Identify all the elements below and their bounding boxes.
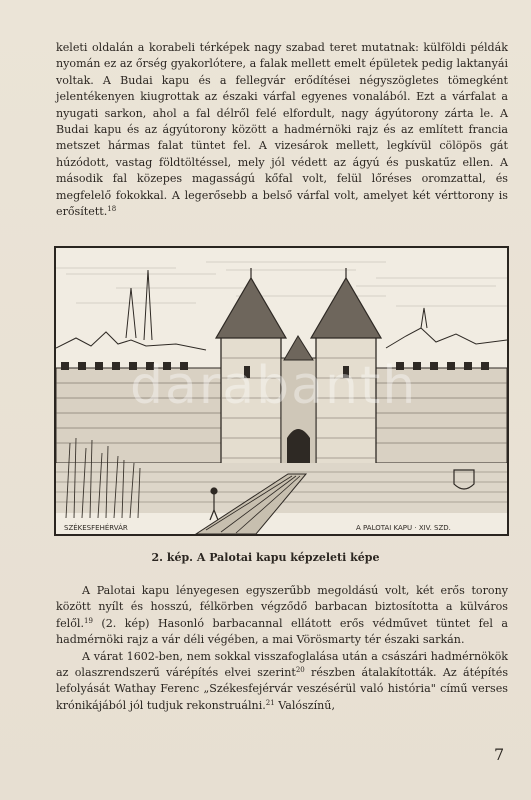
caption-number: 2. kép. xyxy=(151,551,193,564)
footnote-ref-18[interactable]: 18 xyxy=(107,205,117,214)
signature-left: SZÉKESFEHÉRVÁR xyxy=(64,524,128,532)
footnote-ref-21[interactable]: 21 xyxy=(265,698,275,707)
paragraph-text: A várat 1602-ben, nem sokkal visszafoglalása után a császári hadmérnökök az olaszrendszerű várépítés elvei szerint xyxy=(56,649,508,680)
paragraph-text: (2. kép) Hasonló barbacannal ellátott erős védművet tüntet fel a hadmérnöki rajz a vár déli végében, a mai Vörösmarty tér északi sarkán. xyxy=(56,616,508,647)
figure-palotai-kapu xyxy=(54,246,509,536)
paragraph-text: A Palotai kapu lényegesen egyszerűbb megoldású volt, két erős torony között nyílt és hosszú, félkörben végződő barbacan biztosította a külváros felől. xyxy=(56,584,508,630)
body-text-top xyxy=(56,40,508,220)
watermark: darabanth xyxy=(130,356,418,416)
footnote-ref-19[interactable]: 19 xyxy=(83,616,93,625)
body-text-bottom xyxy=(56,583,508,714)
page-number: 7 xyxy=(494,745,505,764)
paragraph xyxy=(56,40,508,220)
signature-right: A PALOTAI KAPU · XIV. SZD. xyxy=(356,524,451,532)
paragraph xyxy=(56,649,508,715)
paragraph-text: Valószínű, xyxy=(274,698,335,712)
castle-gate-illustration xyxy=(56,248,507,534)
paragraph-text: keleti oldalán a korabeli térképek nagy szabad teret mutatnak: külföldi példák nyomán ez az őrség gyakorlótere, a falak mellett emelt épületek pedig laktanyái voltak. A Budai kapu és a fellegvár erődítései négyszögletes tömegként jelentékenyen kiugrottak az északi várfal egyenes vonalából. Ezt a várfalat a nyugati sarkon, ahol a fal délről felé elfordult, nagy ágyútorony zárta le. A Budai kapu és az ágyútorony között a hadmérnöki rajz és az említett francia metszet hármas falat tüntet fel. A vizesárok mellett, legkívül cölöpös gát húzódott, vastag földtöltéssel, mely jól védett az ágyú és puskatűz ellen. A második fal közepes magasságú kőfal volt, felül lőréses oromzattal, és megfelelő fokokkal. A legerősebb a belső várfal volt, amelyet két vérttorony is erősített. xyxy=(56,41,508,219)
paragraph xyxy=(56,583,508,649)
footnote-ref-20[interactable]: 20 xyxy=(295,666,305,675)
figure-caption xyxy=(0,551,531,564)
paragraph-text: részben átalakították. Az átépítés lefolyását Wathay Ferenc „Székesfejérvár veszésérül való história" című verses krónikájából jól tudjuk rekonstruálni. xyxy=(56,666,509,712)
caption-text: A Palotai kapu képzeleti képe xyxy=(196,551,380,564)
